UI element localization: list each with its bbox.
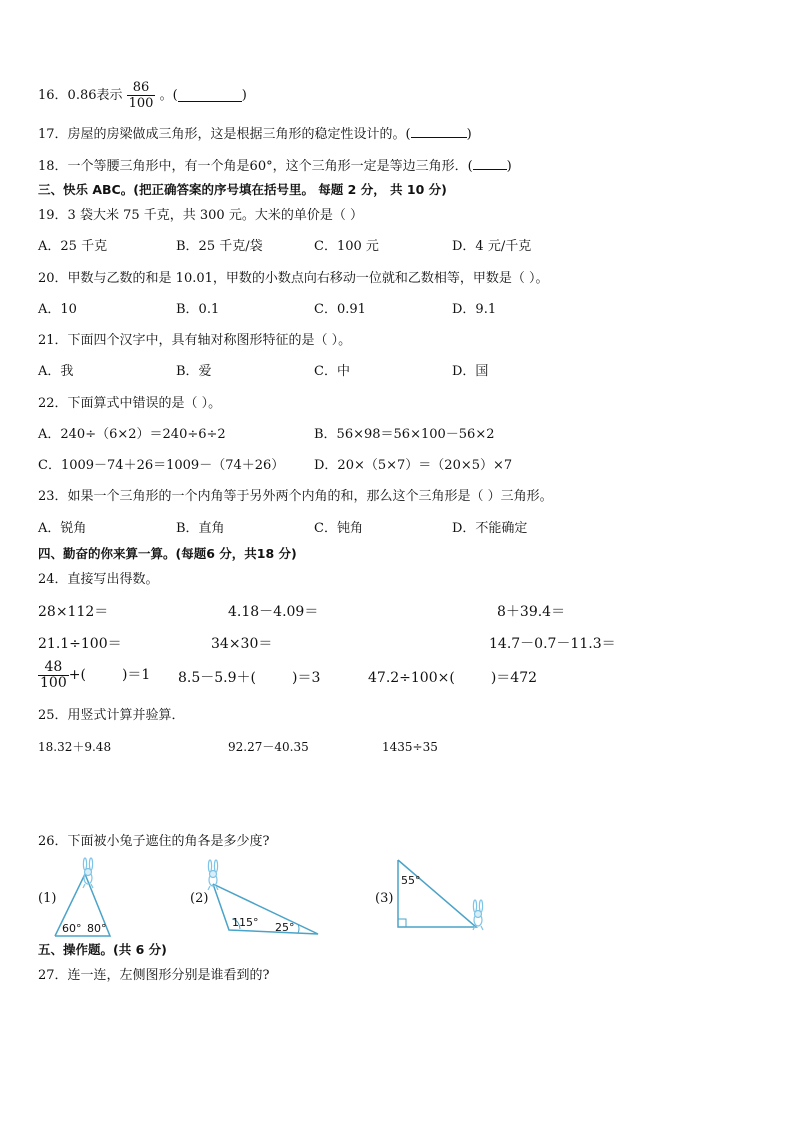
q24-denominator: 100 bbox=[40, 675, 67, 691]
q16-numerator: 86 bbox=[127, 80, 156, 96]
q22-option-b[interactable]: B．56×98＝56×100－56×2 bbox=[314, 427, 495, 442]
q23-option-b[interactable]: B．直角 bbox=[176, 521, 225, 536]
triangle-1 bbox=[55, 858, 110, 936]
q23-stem: 23．如果一个三角形的一个内角等于另外两个内角的和，那么这个三角形是（ ）三角形。 bbox=[38, 489, 553, 504]
q16-denominator: 100 bbox=[128, 96, 154, 111]
t1-angle-80: 80° bbox=[87, 922, 107, 935]
triangle-3 bbox=[398, 860, 483, 930]
q20-option-a[interactable]: A．10 bbox=[38, 302, 77, 317]
q17-answer-blank[interactable] bbox=[411, 125, 467, 138]
q16-close: ) bbox=[241, 88, 247, 103]
q21-option-c[interactable]: C．中 bbox=[314, 364, 350, 379]
t2-angle-115: 115° bbox=[232, 916, 259, 929]
q16-answer-blank[interactable] bbox=[178, 89, 242, 102]
q17-close: ) bbox=[466, 127, 472, 142]
q22-stem: 22．下面算式中错误的是（ ）。 bbox=[38, 396, 222, 411]
q19-option-c[interactable]: C．100 元 bbox=[314, 239, 379, 254]
q25-item-2: 92.27－40.35 bbox=[228, 740, 309, 754]
q27-stem: 27．连一连，左侧图形分别是谁看到的? bbox=[38, 968, 270, 983]
q21-stem: 21．下面四个汉字中，具有轴对称图形特征的是（ ）。 bbox=[38, 333, 352, 348]
q26-figures bbox=[0, 852, 794, 942]
q24-expr-7 bbox=[38, 660, 150, 691]
q26-label-1: (1) bbox=[38, 891, 57, 906]
q24-numerator: 48 bbox=[38, 660, 69, 676]
q25-item-3: 1435÷35 bbox=[382, 740, 438, 754]
q16-suffix: 。( bbox=[159, 88, 178, 103]
q24-expr-3: 8＋39.4＝ bbox=[497, 604, 566, 620]
question-16 bbox=[38, 80, 247, 111]
q19-stem: 19．3 袋大米 75 千克，共 300 元。大米的单价是（ ） bbox=[38, 208, 363, 223]
q24-stem: 24．直接写出得数。 bbox=[38, 572, 159, 587]
q23-option-c[interactable]: C．钝角 bbox=[314, 521, 363, 536]
q24-expr-8-left: 8.5－5.9＋( bbox=[178, 670, 256, 686]
q24-expr-5: 34×30＝ bbox=[211, 636, 273, 652]
q24-expr-7-right: )＝1 bbox=[121, 667, 151, 683]
q19-option-b[interactable]: B．25 千克/袋 bbox=[176, 239, 263, 254]
q18-text: 18．一个等腰三角形中，有一个角是60°，这个三角形一定是等边三角形．( bbox=[38, 159, 473, 174]
q21-option-d[interactable]: D．国 bbox=[452, 364, 489, 379]
section-5-heading: 五、操作题。(共 6 分) bbox=[38, 942, 167, 957]
q26-label-3: (3) bbox=[375, 891, 394, 906]
t1-angle-60: 60° bbox=[62, 922, 82, 935]
rabbit-icon-1 bbox=[83, 858, 93, 888]
q26-stem: 26．下面被小兔子遮住的角各是多少度? bbox=[38, 834, 270, 849]
q21-option-b[interactable]: B．爱 bbox=[176, 364, 212, 379]
q24-expr-6: 14.7－0.7－11.3＝ bbox=[489, 636, 616, 652]
q24-expr-9 bbox=[368, 670, 537, 686]
q23-option-a[interactable]: A．锐角 bbox=[38, 521, 87, 536]
q26-label-2: (2) bbox=[190, 891, 209, 906]
q20-stem: 20．甲数与乙数的和是 10.01，甲数的小数点向右移动一位就和乙数相等，甲数是（ ）。 bbox=[38, 271, 549, 286]
q18-close: ) bbox=[506, 159, 512, 174]
q20-option-c[interactable]: C．0.91 bbox=[314, 302, 366, 317]
q24-expr-8 bbox=[178, 670, 320, 686]
q22-option-d[interactable]: D．20×（5×7）＝（20×5）×7 bbox=[314, 458, 513, 473]
q24-expr-9-right: )＝472 bbox=[490, 670, 538, 686]
section-4-heading: 四、勤奋的你来算一算。(每题6 分，共18 分) bbox=[38, 546, 297, 561]
q19-option-d[interactable]: D．4 元/千克 bbox=[452, 239, 532, 254]
q24-fraction bbox=[38, 660, 69, 691]
q16-prefix: 16．0.86表示 bbox=[38, 88, 123, 103]
q20-option-d[interactable]: D．9.1 bbox=[452, 302, 497, 317]
q25-item-1: 18.32＋9.48 bbox=[38, 740, 112, 754]
q24-expr-9-left: 47.2÷100×( bbox=[368, 670, 455, 686]
q18-answer-blank[interactable] bbox=[473, 157, 507, 170]
section-3-heading: 三、快乐 ABC。(把正确答案的序号填在括号里。 每题 2 分， 共 10 分) bbox=[38, 182, 447, 197]
triangle-2 bbox=[208, 860, 318, 934]
q25-stem: 25．用竖式计算并验算． bbox=[38, 708, 185, 723]
q24-expr-1: 28×112＝ bbox=[38, 604, 109, 620]
q19-option-a[interactable]: A．25 千克 bbox=[38, 239, 108, 254]
q23-option-d[interactable]: D．不能确定 bbox=[452, 521, 528, 536]
q22-option-a[interactable]: A．240÷（6×2）＝240÷6÷2 bbox=[38, 427, 226, 442]
q17-text: 17．房屋的房梁做成三角形，这是根据三角形的稳定性设计的。( bbox=[38, 127, 411, 142]
q16-fraction bbox=[127, 80, 156, 111]
question-18 bbox=[38, 157, 512, 175]
question-17 bbox=[38, 125, 472, 143]
q24-expr-2: 4.18－4.09＝ bbox=[228, 604, 319, 620]
q24-expr-7-left: +( bbox=[68, 667, 86, 683]
q21-option-a[interactable]: A．我 bbox=[38, 364, 74, 379]
t3-angle-55: 55° bbox=[401, 874, 421, 887]
t2-angle-25: 25° bbox=[275, 921, 295, 934]
q24-expr-8-right: )＝3 bbox=[292, 670, 321, 686]
q20-option-b[interactable]: B．0.1 bbox=[176, 302, 220, 317]
q22-option-c[interactable]: C．1009－74＋26＝1009－（74＋26） bbox=[38, 458, 285, 473]
q24-expr-4: 21.1÷100＝ bbox=[38, 636, 122, 652]
